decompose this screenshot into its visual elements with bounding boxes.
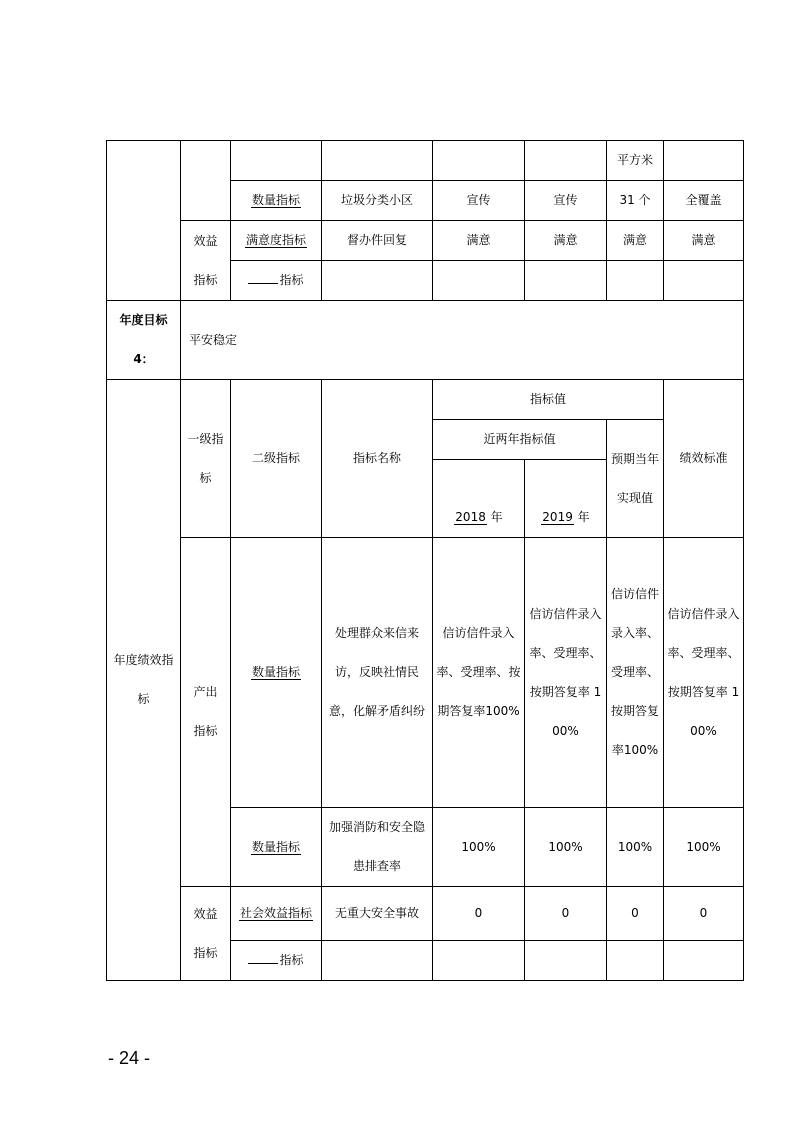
output-label: 产出 指标 [181,538,231,887]
standard: 0 [664,887,744,941]
value-2019: 100% [525,808,607,887]
cell [607,941,664,981]
header-recent: 近两年指标值 [433,420,607,460]
header-expected: 预期当年实现值 [607,420,664,538]
blank-sub-indicator: 指标 [231,941,322,981]
cell [664,141,744,181]
indicator-name: 处理群众来信来访，反映社情民意，化解矛盾纠纷 [322,538,433,808]
value-2019: 0 [525,887,607,941]
expected-value: 信访信件录入率、受理率、按期答复率100% [607,538,664,808]
indicator-name: 督办件回复 [322,221,433,261]
expected-value: 100% [607,808,664,887]
standard: 满意 [664,221,744,261]
cell [525,941,607,981]
standard: 全覆盖 [664,181,744,221]
cell [607,261,664,301]
cell [664,261,744,301]
sub-indicator: 数量指标 [231,538,322,808]
value-2018: 满意 [433,221,525,261]
indicator-name: 垃圾分类小区 [322,181,433,221]
blank-sub-indicator: 指标 [231,261,322,301]
cell [231,141,322,181]
header-standard: 绩效标准 [664,380,744,538]
cell [322,261,433,301]
cell [433,261,525,301]
cell [433,141,525,181]
value-2019: 宣传 [525,181,607,221]
header-level2: 二级指标 [231,380,322,538]
cell [322,141,433,181]
header-name: 指标名称 [322,380,433,538]
value-2018: 100% [433,808,525,887]
expected-value: 0 [607,887,664,941]
expected-value: 满意 [607,221,664,261]
benefit-label: 效益 指标 [181,887,231,981]
goal4-label: 年度目标 4： [107,301,181,380]
perf-section-label: 年度绩效指标 [107,380,181,981]
top-level1-cell [181,141,231,221]
indicator-name: 加强消防和安全隐患排查率 [322,808,433,887]
value-2019: 信访信件录入率、受理率、按期答复率 100% [525,538,607,808]
value-2018: 信访信件录入率、受理率、按期答复率100% [433,538,525,808]
sub-indicator: 社会效益指标 [231,887,322,941]
goal4-content: 平安稳定 [181,301,744,380]
value-2019: 满意 [525,221,607,261]
cell [664,941,744,981]
sub-indicator: 满意度指标 [231,221,322,261]
cell [322,941,433,981]
standard: 100% [664,808,744,887]
performance-table [106,140,744,981]
header-2018: 2018 年 [433,460,525,538]
header-value: 指标值 [433,380,664,420]
cell [433,941,525,981]
header-2019: 2019 年 [525,460,607,538]
indicator-name: 无重大安全事故 [322,887,433,941]
unit-cell: 平方米 [607,141,664,181]
value-2018: 0 [433,887,525,941]
standard: 信访信件录入率、受理率、按期答复率 100% [664,538,744,808]
sub-indicator: 数量指标 [231,181,322,221]
expected-value: 31 个 [607,181,664,221]
top-left-cell [107,141,181,301]
cell [525,141,607,181]
header-level1: 一级指标 [181,380,231,538]
value-2018: 宣传 [433,181,525,221]
sub-indicator: 数量指标 [231,808,322,887]
benefit-label: 效益 指标 [181,221,231,301]
page-number: - 24 - [108,1048,151,1068]
cell [525,261,607,301]
